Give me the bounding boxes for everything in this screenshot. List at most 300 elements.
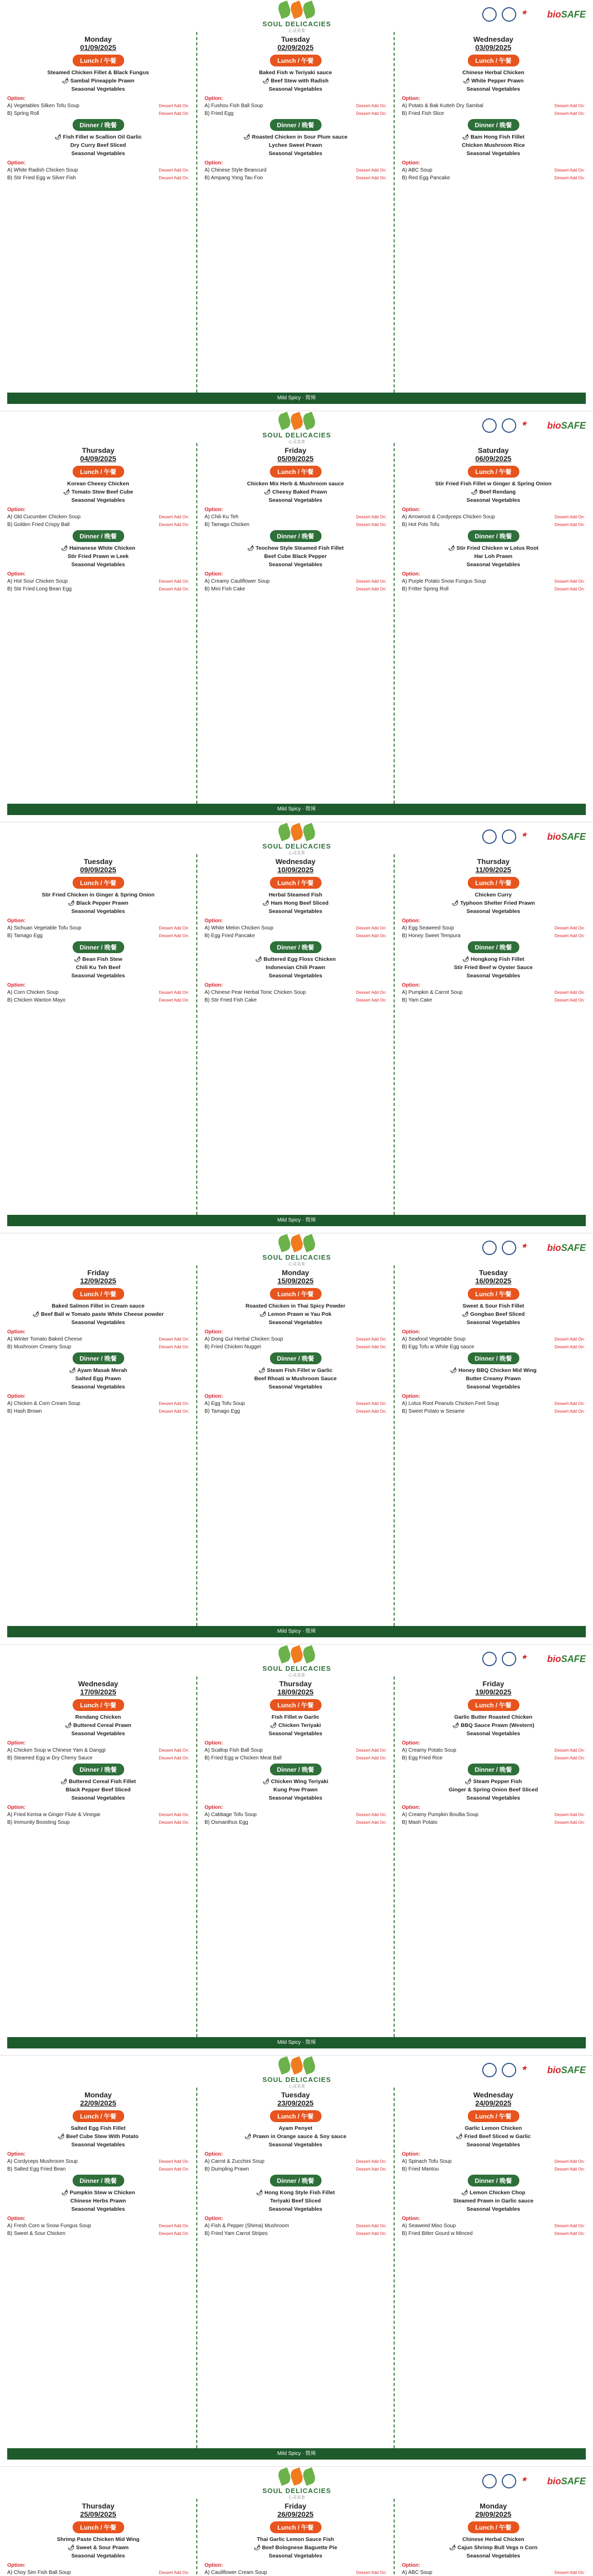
page-header xyxy=(0,2467,593,2499)
dinner-dish: 🌶 Stir Fried Chicken w Lotus Root xyxy=(448,545,539,551)
lunch-header: Lunch / 午餐 xyxy=(468,2110,519,2122)
halal-badge-icon xyxy=(482,829,497,844)
dinner-dish: Seasonal Vegetables xyxy=(71,1384,125,1390)
footer-legend: Mild Spicy · 微辣 xyxy=(7,393,586,404)
dessert-addon: Dessert Add On: xyxy=(554,515,585,519)
dinner-header: Dinner / 晚餐 xyxy=(73,119,124,131)
lunch-option: A) Winter Tomato Baked Cheese Dessert Add On: xyxy=(7,1336,189,1342)
lunch-dish: Seasonal Vegetables xyxy=(71,2553,125,2559)
page-header xyxy=(0,2056,593,2088)
day-date: 16/09/2025 xyxy=(475,1277,512,1285)
dinner-option: B) Hash Brown Dessert Add On: xyxy=(7,1409,189,1414)
footer-legend: Mild Spicy · 微辣 xyxy=(7,804,586,815)
leaf-icon xyxy=(301,1645,317,1664)
dessert-addon: Dessert Add On: xyxy=(356,2224,386,2228)
dessert-addon: Dessert Add On: xyxy=(159,1409,189,1414)
quality-badge-icon xyxy=(502,1652,516,1666)
day-name: Wednesday xyxy=(473,35,514,43)
option-label: Option: xyxy=(402,1805,420,1810)
day-column xyxy=(395,32,592,393)
dinner-dish: 🌶 Roasted Chicken in Sour Plum sauce xyxy=(243,134,348,140)
page-header xyxy=(0,822,593,854)
day-name: Wednesday xyxy=(78,1680,118,1688)
brand-name: SOUL DELICACIES xyxy=(262,1253,331,1261)
day-column xyxy=(395,443,592,804)
option-label: Option: xyxy=(205,571,223,577)
option-label: Option: xyxy=(402,918,420,924)
quality-badge-icon xyxy=(502,418,516,433)
option-label: Option: xyxy=(7,96,26,101)
lunch-dish: Garlic Butter Roasted Chicken xyxy=(454,1714,533,1720)
dessert-addon: Dessert Add On: xyxy=(554,168,585,173)
day-name: Monday xyxy=(84,35,112,43)
brand-logo xyxy=(250,1235,343,1267)
dinner-dish: 🌶 Hainanese White Chicken xyxy=(61,545,135,551)
dessert-addon: Dessert Add On: xyxy=(159,2231,189,2236)
brand-logo xyxy=(250,413,343,445)
day-column xyxy=(0,2088,197,2448)
leaf-icon xyxy=(289,2056,305,2075)
lunch-dish: Fish Fillet w Garlic xyxy=(272,1714,319,1720)
star-badge-icon: ★ xyxy=(521,9,527,16)
dessert-addon: Dessert Add On: xyxy=(356,926,386,930)
day-column xyxy=(0,1265,197,1626)
dinner-option: B) Fried Yam Carrot Stripes Dessert Add On: xyxy=(205,2231,386,2236)
dessert-addon: Dessert Add On: xyxy=(356,1756,386,1760)
dinner-option: B) Osmanthus Egg Dessert Add On: xyxy=(205,1820,386,1825)
lunch-option: B) Salted Egg Fried Bean Dessert Add On: xyxy=(7,2166,189,2172)
dinner-dish: Seasonal Vegetables xyxy=(71,2206,125,2212)
option-label: Option: xyxy=(7,1329,26,1335)
dessert-addon: Dessert Add On: xyxy=(356,176,386,180)
dessert-addon: Dessert Add On: xyxy=(356,2231,386,2236)
option-label: Option: xyxy=(7,571,26,577)
lunch-header: Lunch / 午餐 xyxy=(73,466,124,478)
option-label: Option: xyxy=(205,2151,223,2157)
lunch-dish: Seasonal Vegetables xyxy=(268,908,323,914)
dessert-addon: Dessert Add On: xyxy=(159,522,189,527)
brand-name-cn: 心灵美食 xyxy=(289,1673,305,1677)
option-label: Option: xyxy=(7,2216,26,2222)
dessert-addon: Dessert Add On: xyxy=(554,587,585,591)
leaf-icon xyxy=(289,412,305,430)
biosafe-badge-icon: bioSAFE xyxy=(547,2476,586,2486)
menu-page xyxy=(0,2467,593,2576)
leaf-icon xyxy=(301,823,317,841)
leaf-icon xyxy=(277,2467,293,2486)
brand-name: SOUL DELICACIES xyxy=(262,20,331,28)
brand-name-cn: 心灵美食 xyxy=(289,851,305,855)
lunch-dish: Stir Fried Chicken in Ginger & Spring Onion xyxy=(42,892,155,898)
dinner-option: A) Creamy Pumpkin Boullia Soup Dessert Add On: xyxy=(402,1812,585,1818)
day-name: Friday xyxy=(87,1268,109,1277)
lunch-dish: 🌶 Buttered Cereal Prawn xyxy=(65,1722,131,1728)
lunch-dish: 🌶 Beef Ball w Tomato paste White Cheese powder xyxy=(32,1311,164,1317)
dessert-addon: Dessert Add On: xyxy=(356,990,386,995)
dinner-option: B) Stir Fried Long Bean Egg Dessert Add On: xyxy=(7,586,189,592)
lunch-dish: Seasonal Vegetables xyxy=(71,2142,125,2148)
leaf-icon xyxy=(277,823,293,841)
dinner-dish: 🌶 Buttered Egg Floss Chicken xyxy=(255,956,336,962)
lunch-dish: Seasonal Vegetables xyxy=(466,2142,520,2148)
day-columns xyxy=(0,443,593,804)
dinner-dish: Indonesian Chili Prawn xyxy=(265,964,326,971)
quality-badge-icon xyxy=(502,829,516,844)
dinner-option: A) Purple Potato Snow Fungus Soup Dessert Add On: xyxy=(402,579,585,584)
dinner-dish: 🌶 Steam Pepper Fish xyxy=(465,1778,522,1785)
dinner-header: Dinner / 晚餐 xyxy=(468,941,519,953)
dessert-addon: Dessert Add On: xyxy=(554,1409,585,1414)
day-date: 02/09/2025 xyxy=(277,43,314,52)
option-label: Option: xyxy=(205,1805,223,1810)
option-label: Option: xyxy=(7,507,26,513)
option-label: Option: xyxy=(205,1740,223,1746)
dinner-option: B) Chicken Wanton Mayo Dessert Add On: xyxy=(7,997,189,1003)
lunch-option: B) Egg Tofu w White Egg sauce Dessert Add On: xyxy=(402,1344,585,1350)
brand-logo xyxy=(250,2058,343,2089)
biosafe-badge-icon: bioSAFE xyxy=(547,9,586,20)
option-label: Option: xyxy=(402,96,420,101)
dinner-dish: Seasonal Vegetables xyxy=(268,973,323,979)
dinner-option: B) Red Egg Pancake Dessert Add On: xyxy=(402,175,585,181)
dessert-addon: Dessert Add On: xyxy=(159,168,189,173)
dinner-header: Dinner / 晚餐 xyxy=(270,1352,321,1364)
lunch-dish: Stir Fried Fish Fillet w Ginger & Spring Onion xyxy=(435,481,552,487)
dinner-dish: Salted Egg Prawn xyxy=(75,1376,121,1382)
brand-name: SOUL DELICACIES xyxy=(262,431,331,439)
lunch-option: B) Fried Egg Dessert Add On: xyxy=(205,111,386,116)
dessert-addon: Dessert Add On: xyxy=(554,522,585,527)
quality-badge-icon xyxy=(502,7,516,22)
day-date: 17/09/2025 xyxy=(80,1688,116,1696)
dinner-header: Dinner / 晚餐 xyxy=(468,119,519,131)
lunch-option: B) Steamed Egg w Dry Cherry Sauce Dessert Add On: xyxy=(7,1755,189,1761)
option-label: Option: xyxy=(7,1394,26,1399)
dessert-addon: Dessert Add On: xyxy=(554,1345,585,1349)
day-date: 23/09/2025 xyxy=(277,2099,314,2107)
dinner-option: B) Stir Fried Egg w Silver Fish Dessert Add On: xyxy=(7,175,189,181)
day-name: Thursday xyxy=(81,2502,114,2510)
lunch-header: Lunch / 午餐 xyxy=(270,1288,321,1300)
lunch-dish: Seasonal Vegetables xyxy=(71,497,125,503)
dessert-addon: Dessert Add On: xyxy=(159,2159,189,2164)
dessert-addon: Dessert Add On: xyxy=(356,934,386,938)
lunch-header: Lunch / 午餐 xyxy=(73,2110,124,2122)
dessert-addon: Dessert Add On: xyxy=(554,176,585,180)
halal-badge-icon xyxy=(482,418,497,433)
brand-name-cn: 心灵美食 xyxy=(289,28,305,33)
certification-badges xyxy=(482,1652,586,1666)
lunch-option: A) Old Cucumber Chicken Soup Dessert Add On: xyxy=(7,514,189,520)
dinner-dish: Seasonal Vegetables xyxy=(71,562,125,568)
star-badge-icon: ★ xyxy=(521,420,527,427)
brand-name-cn: 心灵美食 xyxy=(289,2084,305,2089)
dinner-header: Dinner / 晚餐 xyxy=(468,530,519,542)
day-column xyxy=(0,2499,197,2576)
dinner-dish: 🌶 Buttered Cereal Fish Fillet xyxy=(60,1778,136,1785)
option-label: Option: xyxy=(7,160,26,166)
dinner-dish: Teriyaki Beef Sliced xyxy=(270,2198,321,2204)
page-header xyxy=(0,1645,593,1676)
lunch-dish: 🌶 Gongbao Beef Sliced xyxy=(462,1311,525,1317)
lunch-dish: Steamed Chicken Fillet & Black Fungus xyxy=(47,70,149,76)
lunch-dish: Shrimp Paste Chicken Mid Wing xyxy=(57,2536,140,2543)
menu-page xyxy=(0,0,593,411)
option-label: Option: xyxy=(205,2563,223,2568)
lunch-option: B) Honey Sweet Tempura Dessert Add On: xyxy=(402,933,585,939)
brand-name: SOUL DELICACIES xyxy=(262,2076,331,2083)
lunch-header: Lunch / 午餐 xyxy=(270,466,321,478)
lunch-header: Lunch / 午餐 xyxy=(270,877,321,889)
dinner-dish: 🌶 Pumpkin Stew w Chicken xyxy=(61,2190,135,2196)
leaf-icon xyxy=(289,1234,305,1252)
day-columns xyxy=(0,2499,593,2576)
lunch-dish: 🌶 Black Pepper Prawn xyxy=(67,900,129,906)
day-name: Tuesday xyxy=(281,2091,310,2099)
lunch-dish: 🌶 Beef Cube Stew With Potato xyxy=(58,2133,139,2140)
lunch-dish: Seasonal Vegetables xyxy=(71,86,125,92)
dessert-addon: Dessert Add On: xyxy=(356,2167,386,2172)
lunch-dish: Chicken Mix Herb & Mushroom sauce xyxy=(247,481,344,487)
brand-logo xyxy=(250,2,343,33)
dessert-addon: Dessert Add On: xyxy=(159,1756,189,1760)
dessert-addon: Dessert Add On: xyxy=(159,2167,189,2172)
dinner-dish: Seasonal Vegetables xyxy=(466,973,520,979)
leaf-icon xyxy=(289,1645,305,1664)
lunch-dish: Garlic Lemon Chicken xyxy=(465,2125,522,2131)
dessert-addon: Dessert Add On: xyxy=(554,926,585,930)
dinner-option: A) ABC Soup Dessert Add On: xyxy=(402,167,585,173)
dinner-dish: Seasonal Vegetables xyxy=(466,562,520,568)
dinner-dish: Seasonal Vegetables xyxy=(268,1384,323,1390)
day-name: Saturday xyxy=(478,446,509,454)
footer-legend: Mild Spicy · 微辣 xyxy=(7,1626,586,1637)
lunch-dish: 🌶 White Pepper Prawn xyxy=(463,78,524,84)
lunch-option: A) Potato & Bak Kutteh Dry Sambal Dessert Add On: xyxy=(402,103,585,109)
lunch-dish: Seasonal Vegetables xyxy=(268,1319,323,1326)
certification-badges xyxy=(482,1241,586,1255)
quality-badge-icon xyxy=(502,2063,516,2077)
footer-legend: Mild Spicy · 微辣 xyxy=(7,2037,586,2048)
day-name: Wednesday xyxy=(473,2091,514,2099)
dinner-dish: Har Loh Prawn xyxy=(474,553,513,560)
day-date: 15/09/2025 xyxy=(277,1277,314,1285)
logo-leaves-icon xyxy=(250,1235,343,1253)
lunch-option: A) Creamy Potato Soup Dessert Add On: xyxy=(402,1748,585,1753)
star-badge-icon: ★ xyxy=(521,2064,527,2072)
leaf-icon xyxy=(277,1645,293,1664)
star-badge-icon: ★ xyxy=(521,831,527,838)
lunch-dish: Seasonal Vegetables xyxy=(268,2553,323,2559)
lunch-dish: Salted Egg Fish Fillet xyxy=(71,2125,126,2131)
dinner-option: B) Fritter Spring Roll Dessert Add On: xyxy=(402,586,585,592)
dinner-dish: 🌶 Bam Hong Fish Fillet xyxy=(462,134,524,140)
dinner-dish: Ginger & Spring Onion Beef Sliced xyxy=(448,1787,538,1793)
lunch-header: Lunch / 午餐 xyxy=(468,466,519,478)
brand-logo xyxy=(250,824,343,856)
day-column xyxy=(0,32,197,393)
day-name: Monday xyxy=(84,2091,112,2099)
lunch-option: B) Fried Fish Slice Dessert Add On: xyxy=(402,111,585,116)
option-label: Option: xyxy=(402,1329,420,1335)
page-header xyxy=(0,1233,593,1265)
dinner-dish: Seasonal Vegetables xyxy=(466,150,520,157)
dinner-dish: Seasonal Vegetables xyxy=(466,1795,520,1801)
dinner-dish: Seasonal Vegetables xyxy=(268,1795,323,1801)
day-date: 12/09/2025 xyxy=(80,1277,116,1285)
lunch-dish: Rendang Chicken xyxy=(75,1714,121,1720)
logo-leaves-icon xyxy=(250,2058,343,2076)
day-column xyxy=(197,32,395,393)
dinner-option: A) Fried Kerisa w Ginger Flute & Vinegar Dessert Add On: xyxy=(7,1812,189,1818)
menu-page xyxy=(0,2056,593,2467)
option-label: Option: xyxy=(7,2151,26,2157)
lunch-dish: Sweet & Sour Fish Fillet xyxy=(462,1303,524,1309)
dinner-option: B) Fried Bitter Gourd w Minced Dessert Add On: xyxy=(402,2231,585,2236)
lunch-option: B) Spring Roll Dessert Add On: xyxy=(7,111,189,116)
lunch-dish: 🌶 Cajun Shrimp Bull Vegs n Corn xyxy=(449,2545,538,2551)
option-label: Option: xyxy=(7,1740,26,1746)
dessert-addon: Dessert Add On: xyxy=(159,1345,189,1349)
dessert-addon: Dessert Add On: xyxy=(159,2224,189,2228)
menu-page xyxy=(0,1233,593,1645)
dinner-option: A) Chinese Pear Herbal Tonic Chicken Soup Dessert Add On: xyxy=(205,990,386,995)
lunch-dish: 🌶 Beef Bolognese Baguette Pie xyxy=(253,2545,337,2551)
dinner-option: A) Chinese Style Beancurd Dessert Add On: xyxy=(205,167,386,173)
halal-badge-icon xyxy=(482,1652,497,1666)
dessert-addon: Dessert Add On: xyxy=(159,926,189,930)
dessert-addon: Dessert Add On: xyxy=(554,2224,585,2228)
option-label: Option: xyxy=(205,1329,223,1335)
footer-legend: Mild Spicy · 微辣 xyxy=(7,1215,586,1226)
menu-page xyxy=(0,411,593,822)
dessert-addon: Dessert Add On: xyxy=(159,579,189,584)
dessert-addon: Dessert Add On: xyxy=(159,1401,189,1406)
menu-page xyxy=(0,1645,593,2056)
dinner-dish: Seasonal Vegetables xyxy=(466,2206,520,2212)
dessert-addon: Dessert Add On: xyxy=(554,1401,585,1406)
day-columns xyxy=(0,1676,593,2037)
lunch-dish: Seasonal Vegetables xyxy=(71,1731,125,1737)
day-name: Tuesday xyxy=(83,857,113,866)
day-column xyxy=(0,1676,197,2037)
day-name: Monday xyxy=(282,1268,309,1277)
lunch-dish: 🌶 Lemon Prawn w Yau Pok xyxy=(259,1311,332,1317)
lunch-option: B) Golden Fried Crispy Ball Dessert Add On: xyxy=(7,522,189,528)
menu-page xyxy=(0,822,593,1233)
option-label: Option: xyxy=(402,160,420,166)
day-column xyxy=(0,854,197,1215)
lunch-dish: 🌶 Tomato Stew Beef Cube xyxy=(63,489,133,495)
biosafe-badge-icon: bioSAFE xyxy=(547,1653,586,1664)
dinner-dish: Seasonal Vegetables xyxy=(466,1384,520,1390)
day-date: 10/09/2025 xyxy=(277,866,314,874)
dinner-dish: 🌶 Hong Kong Style Fish Fillet xyxy=(256,2190,335,2196)
dinner-header: Dinner / 晚餐 xyxy=(73,530,124,542)
dinner-dish: Beef Cube Black Pepper xyxy=(264,553,327,560)
dessert-addon: Dessert Add On: xyxy=(356,998,386,1003)
dessert-addon: Dessert Add On: xyxy=(554,1748,585,1753)
dessert-addon: Dessert Add On: xyxy=(159,934,189,938)
dinner-option: B) Sweet Potato w Sesame Dessert Add On: xyxy=(402,1409,585,1414)
dinner-option: B) Yam Cake Dessert Add On: xyxy=(402,997,585,1003)
lunch-dish: Seasonal Vegetables xyxy=(466,1319,520,1326)
day-column xyxy=(197,1676,395,2037)
lunch-option: A) Fushou Fish Ball Soup Dessert Add On: xyxy=(205,103,386,109)
dessert-addon: Dessert Add On: xyxy=(356,1748,386,1753)
certification-badges xyxy=(482,418,586,433)
day-column xyxy=(197,2499,395,2576)
dessert-addon: Dessert Add On: xyxy=(356,1345,386,1349)
lunch-dish: Seasonal Vegetables xyxy=(466,497,520,503)
dessert-addon: Dessert Add On: xyxy=(356,1820,386,1825)
lunch-option: B) Tamago Chicken Dessert Add On: xyxy=(205,522,386,528)
lunch-dish: Chicken Curry xyxy=(475,892,512,898)
lunch-option: A) Carrot & Zucchini Soup Dessert Add On: xyxy=(205,2159,386,2164)
dinner-header: Dinner / 晚餐 xyxy=(468,1764,519,1775)
lunch-option: A) Scallop Fish Ball Soup Dessert Add On: xyxy=(205,1748,386,1753)
certification-badges xyxy=(482,2063,586,2077)
dessert-addon: Dessert Add On: xyxy=(554,1820,585,1825)
leaf-icon xyxy=(289,1,305,19)
dessert-addon: Dessert Add On: xyxy=(554,934,585,938)
lunch-header: Lunch / 午餐 xyxy=(73,1288,124,1300)
option-label: Option: xyxy=(402,2151,420,2157)
dinner-header: Dinner / 晚餐 xyxy=(270,1764,321,1775)
day-name: Thursday xyxy=(477,857,510,866)
dinner-header: Dinner / 晚餐 xyxy=(73,941,124,953)
dessert-addon: Dessert Add On: xyxy=(356,111,386,116)
day-name: Thursday xyxy=(279,1680,312,1688)
option-label: Option: xyxy=(402,2216,420,2222)
lunch-header: Lunch / 午餐 xyxy=(73,1699,124,1711)
dinner-option: A) Egg Tofu Soup Dessert Add On: xyxy=(205,1401,386,1406)
lunch-header: Lunch / 午餐 xyxy=(270,2110,321,2122)
leaf-icon xyxy=(301,1,317,19)
quality-badge-icon xyxy=(502,2474,516,2488)
dessert-addon: Dessert Add On: xyxy=(554,111,585,116)
lunch-option: A) Dong Gui Herbal Chicken Soup Dessert Add On: xyxy=(205,1336,386,1342)
lunch-header: Lunch / 午餐 xyxy=(270,1699,321,1711)
dinner-option: A) Chicken & Corn Cream Soup Dessert Add On: xyxy=(7,1401,189,1406)
dessert-addon: Dessert Add On: xyxy=(159,176,189,180)
leaf-icon xyxy=(277,412,293,430)
lunch-header: Lunch / 午餐 xyxy=(270,2521,321,2533)
brand-name-cn: 心灵美食 xyxy=(289,439,305,444)
leaf-icon xyxy=(277,1,293,19)
dinner-dish: Stir Fried Beef w Oyster Sauce xyxy=(454,964,533,971)
dinner-option: A) Hot Sour Chicken Soup Dessert Add On: xyxy=(7,579,189,584)
dinner-option: B) Stir Fried Fish Cake Dessert Add On: xyxy=(205,997,386,1003)
dinner-dish: 🌶 Fish Fillet w Scallion Oil Garlic xyxy=(54,134,142,140)
lunch-dish: 🌶 Chicken Teriyaki xyxy=(270,1722,321,1728)
brand-name: SOUL DELICACIES xyxy=(262,1665,331,1672)
dessert-addon: Dessert Add On: xyxy=(554,998,585,1003)
lunch-option: B) Egg Fried Rice Dessert Add On: xyxy=(402,1755,585,1761)
dessert-addon: Dessert Add On: xyxy=(554,1812,585,1817)
dinner-dish: Butter Creamy Prawn xyxy=(466,1376,521,1382)
dinner-header: Dinner / 晚餐 xyxy=(270,119,321,131)
lunch-header: Lunch / 午餐 xyxy=(468,55,519,66)
lunch-option: A) Cauliflower Cream Soup Dessert Add On: xyxy=(205,2570,386,2575)
logo-leaves-icon xyxy=(250,824,343,842)
dessert-addon: Dessert Add On: xyxy=(356,2159,386,2164)
logo-leaves-icon xyxy=(250,2,343,20)
lunch-dish: Roasted Chicken in Thai Spicy Powder xyxy=(245,1303,346,1309)
lunch-dish: 🌶 Beef Rendang xyxy=(471,489,516,495)
dessert-addon: Dessert Add On: xyxy=(356,2570,386,2575)
lunch-dish: Baked Salmon Fillet in Cream sauce xyxy=(52,1303,145,1309)
